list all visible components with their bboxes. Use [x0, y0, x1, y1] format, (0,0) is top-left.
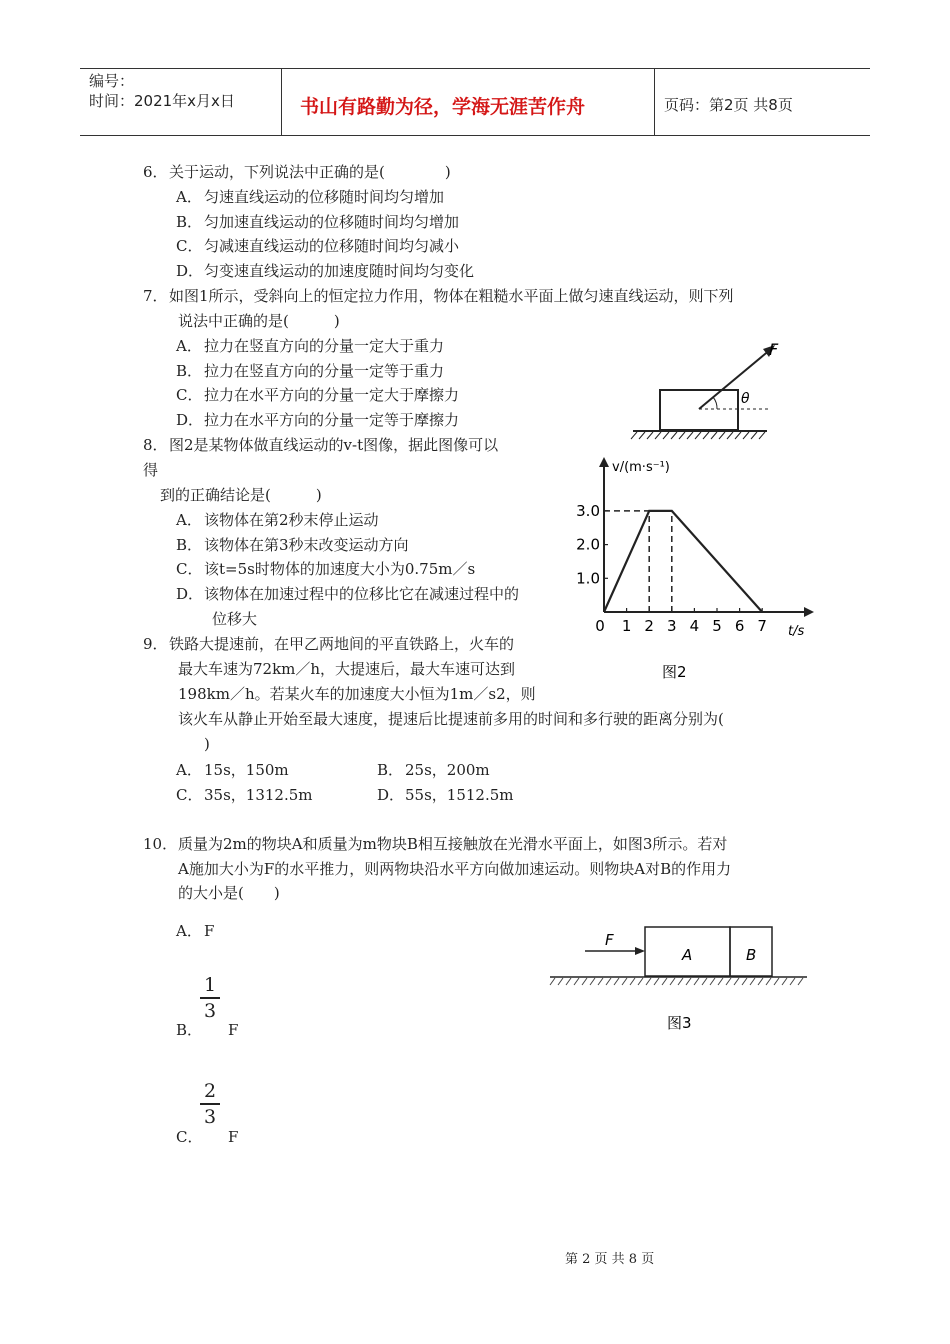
option-text: 拉力在水平方向的分量一定等于摩擦力 [204, 411, 460, 429]
figure-2-vt-chart [570, 455, 815, 685]
x-axis-label: t/s [788, 624, 805, 639]
x-tick-label: 4 [689, 617, 700, 635]
question-stem: 该火车从静止开始至最大速度，提速后比提速前多用的时间和多行驶的距离分别为( [178, 710, 724, 728]
option-b-fraction [198, 974, 222, 1022]
fig1-angle-label: θ [741, 391, 750, 407]
header-bottom-rule [80, 135, 870, 136]
figure-2-caption: 图2 [662, 663, 687, 681]
option-label: D． [176, 585, 204, 603]
y-tick-label: 1.0 [576, 569, 600, 588]
header-divider-right [654, 68, 655, 136]
question-stem: 最大车速为72km／h，大提速后，最大车速可达到 [178, 660, 516, 678]
option-text: 匀加速直线运动的位移随时间均匀增加 [204, 213, 460, 231]
question-number: 6． [143, 163, 168, 181]
header-page-code: 页码：第2页 共8页 [664, 96, 793, 114]
fraction-bar [200, 1103, 220, 1105]
option-label: D． [176, 262, 204, 280]
question-number: 8． [143, 436, 168, 454]
option-label: A． [176, 511, 202, 529]
option-text: 该物体在第2秒末停止运动 [204, 511, 379, 529]
y-tick-label: 3.0 [576, 501, 600, 520]
question-stem: 198km／h。若某火车的加速度大小恒为1m／s2，则 [178, 685, 536, 703]
y-axis-label: v/(m·s⁻¹) [612, 460, 670, 475]
fraction-denominator: 3 [203, 1105, 217, 1128]
question-stem: 质量为2m的物块A和质量为m物块B相互接触放在光滑水平面上，如图3所示。若对 [178, 835, 728, 853]
option-text: F [228, 1021, 239, 1039]
y-axis-arrow-icon [599, 457, 609, 467]
option-label: B． [176, 1021, 203, 1039]
option-text: 该物体在第3秒末改变运动方向 [204, 536, 409, 554]
y-tick-label: 2.0 [576, 535, 600, 554]
option-text: 该t=5s时物体的加速度大小为0.75m／s [204, 560, 476, 578]
question-stem: 说法中正确的是( ) [178, 312, 340, 330]
option-label: B． [377, 761, 404, 779]
x-tick-label: 1 [621, 617, 632, 635]
x-tick-label: 5 [712, 617, 722, 635]
option-text: F [228, 1128, 239, 1146]
option-text: 拉力在竖直方向的分量一定等于重力 [204, 362, 445, 380]
question-stem: 到的正确结论是( ) [160, 486, 322, 504]
question-stem: 如图1所示，受斜向上的恒定拉力作用，物体在粗糙水平面上做匀速直线运动，则下列 [169, 287, 734, 305]
option-text: 该物体在加速过程中的位移比它在减速过程中的 [204, 585, 520, 603]
fig1-ground-hatching [631, 432, 765, 439]
fig3-block-b-label: B [746, 946, 757, 964]
option-label: C． [176, 1128, 203, 1146]
option-label: A． [176, 761, 202, 779]
fraction-numerator: 1 [203, 974, 217, 996]
figure-1 [625, 335, 779, 445]
x-tick-label: 0 [595, 617, 605, 635]
header-date: 时间：2021年x月x日 [89, 92, 235, 110]
question-number: 7． [143, 287, 168, 305]
question-stem: 关于运动，下列说法中正确的是( ) [169, 163, 451, 181]
x-tick-label: 6 [734, 617, 745, 635]
question-stem: 得 [143, 461, 159, 479]
option-text: 55s，1512.5m [405, 786, 514, 804]
fig3-arrowhead-icon [635, 947, 645, 955]
option-label: A． [176, 922, 202, 940]
question-number: 10． [143, 835, 178, 853]
x-tick-label: 2 [644, 617, 654, 635]
vt-series-line [604, 511, 762, 612]
option-text: 匀速直线运动的位移随时间均匀增加 [204, 188, 445, 206]
question-stem: A施加大小为F的水平推力，则两物块沿水平方向做加速运动。则物块A对B的作用力 [178, 860, 732, 878]
option-text: 匀变速直线运动的加速度随时间均匀变化 [204, 262, 475, 280]
fraction-bar [200, 997, 220, 999]
option-label: C． [176, 786, 203, 804]
question-stem: 铁路大提速前，在甲乙两地间的平直铁路上，火车的 [169, 635, 515, 653]
x-tick-label: 3 [667, 617, 677, 635]
option-label: B． [176, 213, 203, 231]
option-text: 35s，1312.5m [204, 786, 313, 804]
fraction-denominator: 3 [203, 999, 217, 1022]
question-stem: 的大小是( ) [178, 884, 280, 902]
fig1-block [660, 390, 738, 430]
option-text: 25s，200m [405, 761, 490, 779]
option-label: A． [176, 337, 202, 355]
figure-3 [545, 922, 815, 1037]
option-label: B． [176, 362, 203, 380]
option-label: C． [176, 237, 203, 255]
fig3-block-a-label: A [682, 946, 693, 964]
fig1-force-label: F [769, 340, 779, 359]
option-label: C． [176, 386, 203, 404]
header-divider-left [281, 68, 282, 136]
option-label: B． [176, 536, 203, 554]
option-text: 拉力在竖直方向的分量一定大于重力 [204, 337, 445, 355]
option-label: D． [377, 786, 405, 804]
question-stem: ) [204, 735, 210, 753]
header-motto: 书山有路勤为径，学海无涯苦作舟 [300, 96, 586, 118]
option-text: 匀减速直线运动的位移随时间均匀减小 [204, 237, 460, 255]
fig3-ground-hatching [550, 978, 803, 985]
header-number-label: 编号： [89, 72, 135, 90]
question-number: 9． [143, 635, 168, 653]
question-stem: 图2是某物体做直线运动的v-t图像，据此图像可以 [169, 436, 499, 454]
fig1-angle-arc [713, 397, 717, 409]
option-label: D． [176, 411, 204, 429]
option-text: 15s，150m [204, 761, 289, 779]
option-c-fraction [198, 1080, 222, 1128]
fig1-force-arrow [699, 349, 771, 409]
figure-3-caption: 图3 [667, 1014, 692, 1032]
header-top-rule [80, 68, 870, 69]
x-tick-label: 7 [757, 617, 767, 635]
option-text: 拉力在水平方向的分量一定大于摩擦力 [204, 386, 460, 404]
option-label: A． [176, 188, 202, 206]
fraction-numerator: 2 [203, 1080, 217, 1102]
option-text: F [204, 922, 215, 940]
x-axis-arrow-icon [804, 607, 814, 617]
option-continuation: 位移大 [212, 610, 258, 628]
option-label: C． [176, 560, 203, 578]
footer-page-number: 第 2 页 共 8 页 [565, 1252, 655, 1267]
fig3-force-label: F [605, 931, 614, 949]
